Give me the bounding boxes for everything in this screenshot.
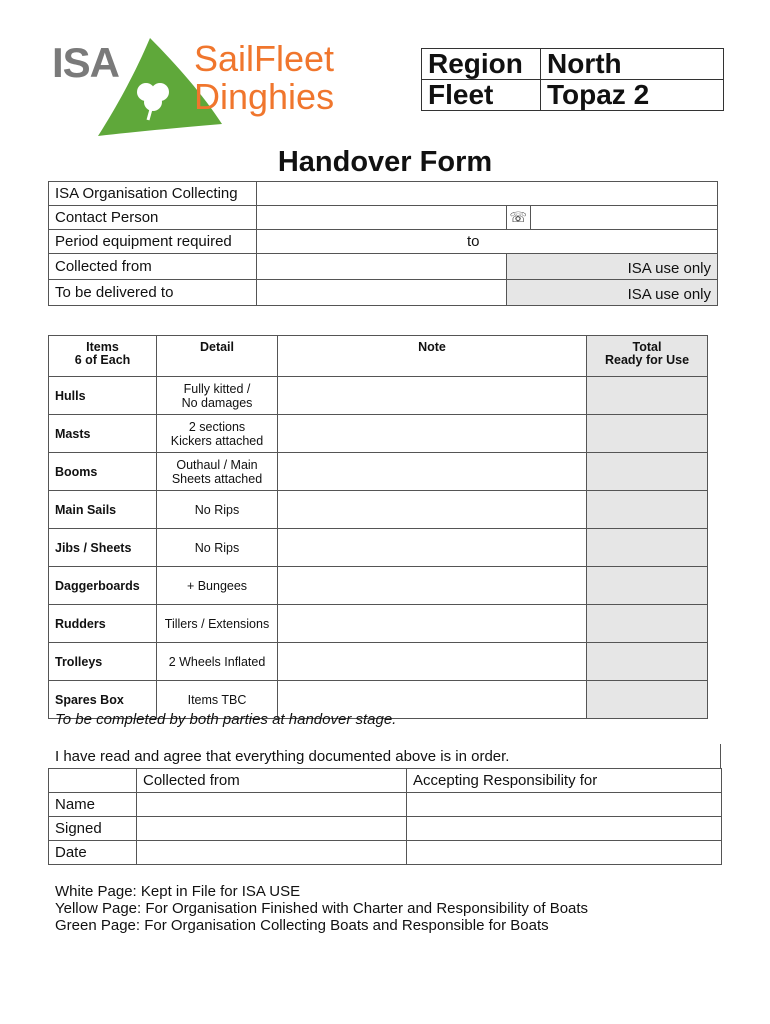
item-total[interactable]: [587, 605, 708, 643]
completion-note: To be completed by both parties at handover stage.: [55, 711, 397, 728]
signature-row: [49, 841, 722, 865]
page-title: Handover Form: [277, 146, 493, 178]
item-name: Booms: [49, 453, 157, 491]
item-note[interactable]: [278, 415, 587, 453]
signature-header-row: [49, 769, 722, 793]
item-note[interactable]: [278, 643, 587, 681]
period-field[interactable]: [257, 230, 718, 254]
date-collected-field[interactable]: [137, 841, 407, 865]
delivered-field[interactable]: [257, 280, 507, 306]
item-note[interactable]: [278, 491, 587, 529]
item-name: Daggerboards: [49, 567, 157, 605]
footer-notes: [55, 883, 588, 934]
detail-header: Detail: [157, 336, 278, 377]
isa-use-only-2: ISA use only: [506, 280, 717, 306]
table-row: [49, 491, 708, 529]
footer-line-yellow: Yellow Page: For Organisation Finished with Charter and Responsibility of Boats: [55, 900, 589, 917]
table-row: [49, 605, 708, 643]
item-name: Masts: [49, 415, 157, 453]
item-total[interactable]: [587, 377, 708, 415]
item-note[interactable]: [278, 529, 587, 567]
fleet-value: Topaz 2: [541, 80, 724, 111]
agreement-text: I have read and agree that everything documented above is in order.: [55, 748, 510, 765]
item-detail: Items TBC: [157, 681, 278, 719]
date-accepting-field[interactable]: [407, 841, 722, 865]
footer-line-white: White Page: Kept in File for ISA USE: [55, 883, 301, 900]
name-accepting-field[interactable]: [407, 793, 722, 817]
logo-isa-text: ISA: [52, 39, 120, 86]
item-name: Spares Box: [49, 681, 157, 719]
item-note[interactable]: [278, 567, 587, 605]
signature-table: [48, 768, 722, 865]
item-detail: Tillers / Extensions: [157, 605, 278, 643]
info-table: [48, 181, 718, 306]
item-name: Main Sails: [49, 491, 157, 529]
name-label: Name: [49, 793, 137, 817]
item-note[interactable]: [278, 453, 587, 491]
fleet-row: [422, 80, 724, 111]
item-total[interactable]: [587, 415, 708, 453]
logo-line2: Dinghies: [194, 75, 335, 117]
item-detail: Outhaul / Main Sheets attached: [157, 453, 278, 491]
item-name: Trolleys: [49, 643, 157, 681]
logo-line1: SailFleet: [194, 38, 335, 79]
logo: [52, 36, 352, 136]
period-label: Period equipment required: [49, 230, 257, 254]
collected-label: Collected from: [49, 254, 257, 280]
item-total[interactable]: [587, 567, 708, 605]
item-total[interactable]: [587, 681, 708, 719]
name-collected-field[interactable]: [137, 793, 407, 817]
collected-from-header: Collected from: [137, 769, 407, 793]
signed-accepting-field[interactable]: [407, 817, 722, 841]
item-total[interactable]: [587, 529, 708, 567]
item-detail: 2 sections Kickers attached: [157, 415, 278, 453]
item-detail: Fully kitted / No damages: [157, 377, 278, 415]
item-name: Rudders: [49, 605, 157, 643]
org-label: ISA Organisation Collecting: [49, 182, 257, 206]
note-header: Note: [278, 336, 587, 377]
collected-field[interactable]: [257, 254, 507, 280]
sig-corner: [49, 769, 137, 793]
fleet-key: Fleet: [422, 80, 541, 111]
region-value: North: [541, 49, 724, 80]
logo-sailfleet-text: [194, 40, 334, 116]
region-fleet-table: [421, 48, 724, 111]
item-detail: No Rips: [157, 491, 278, 529]
items-table: [48, 335, 708, 719]
accepting-header: Accepting Responsibility for: [407, 769, 722, 793]
item-detail: + Bungees: [157, 567, 278, 605]
item-note[interactable]: [278, 377, 587, 415]
item-total[interactable]: [587, 453, 708, 491]
period-to-label: to: [467, 233, 480, 250]
isa-use-only-1: ISA use only: [506, 254, 717, 280]
item-total[interactable]: [587, 643, 708, 681]
signature-row: [49, 817, 722, 841]
signed-collected-field[interactable]: [137, 817, 407, 841]
divider: [720, 744, 721, 768]
item-name: Hulls: [49, 377, 157, 415]
item-note[interactable]: [278, 605, 587, 643]
delivered-label: To be delivered to: [49, 280, 257, 306]
items-header: Items 6 of Each: [49, 336, 157, 377]
item-detail: 2 Wheels Inflated: [157, 643, 278, 681]
table-row: [49, 415, 708, 453]
region-row: [422, 49, 724, 80]
signature-row: [49, 793, 722, 817]
signed-label: Signed: [49, 817, 137, 841]
phone-icon: ☏: [506, 206, 530, 230]
table-row: [49, 567, 708, 605]
region-key: Region: [422, 49, 541, 80]
table-row: [49, 529, 708, 567]
footer-line-green: Green Page: For Organisation Collecting Boats and Responsible for Boats: [55, 917, 549, 934]
date-label: Date: [49, 841, 137, 865]
item-total[interactable]: [587, 491, 708, 529]
table-row: [49, 377, 708, 415]
org-field[interactable]: [257, 182, 718, 206]
phone-field[interactable]: [530, 206, 718, 230]
table-row: [49, 453, 708, 491]
item-detail: No Rips: [157, 529, 278, 567]
contact-field[interactable]: [257, 206, 507, 230]
contact-label: Contact Person: [49, 206, 257, 230]
total-header: Total Ready for Use: [587, 336, 708, 377]
item-name: Jibs / Sheets: [49, 529, 157, 567]
table-row: [49, 643, 708, 681]
items-header-row: [49, 336, 708, 377]
